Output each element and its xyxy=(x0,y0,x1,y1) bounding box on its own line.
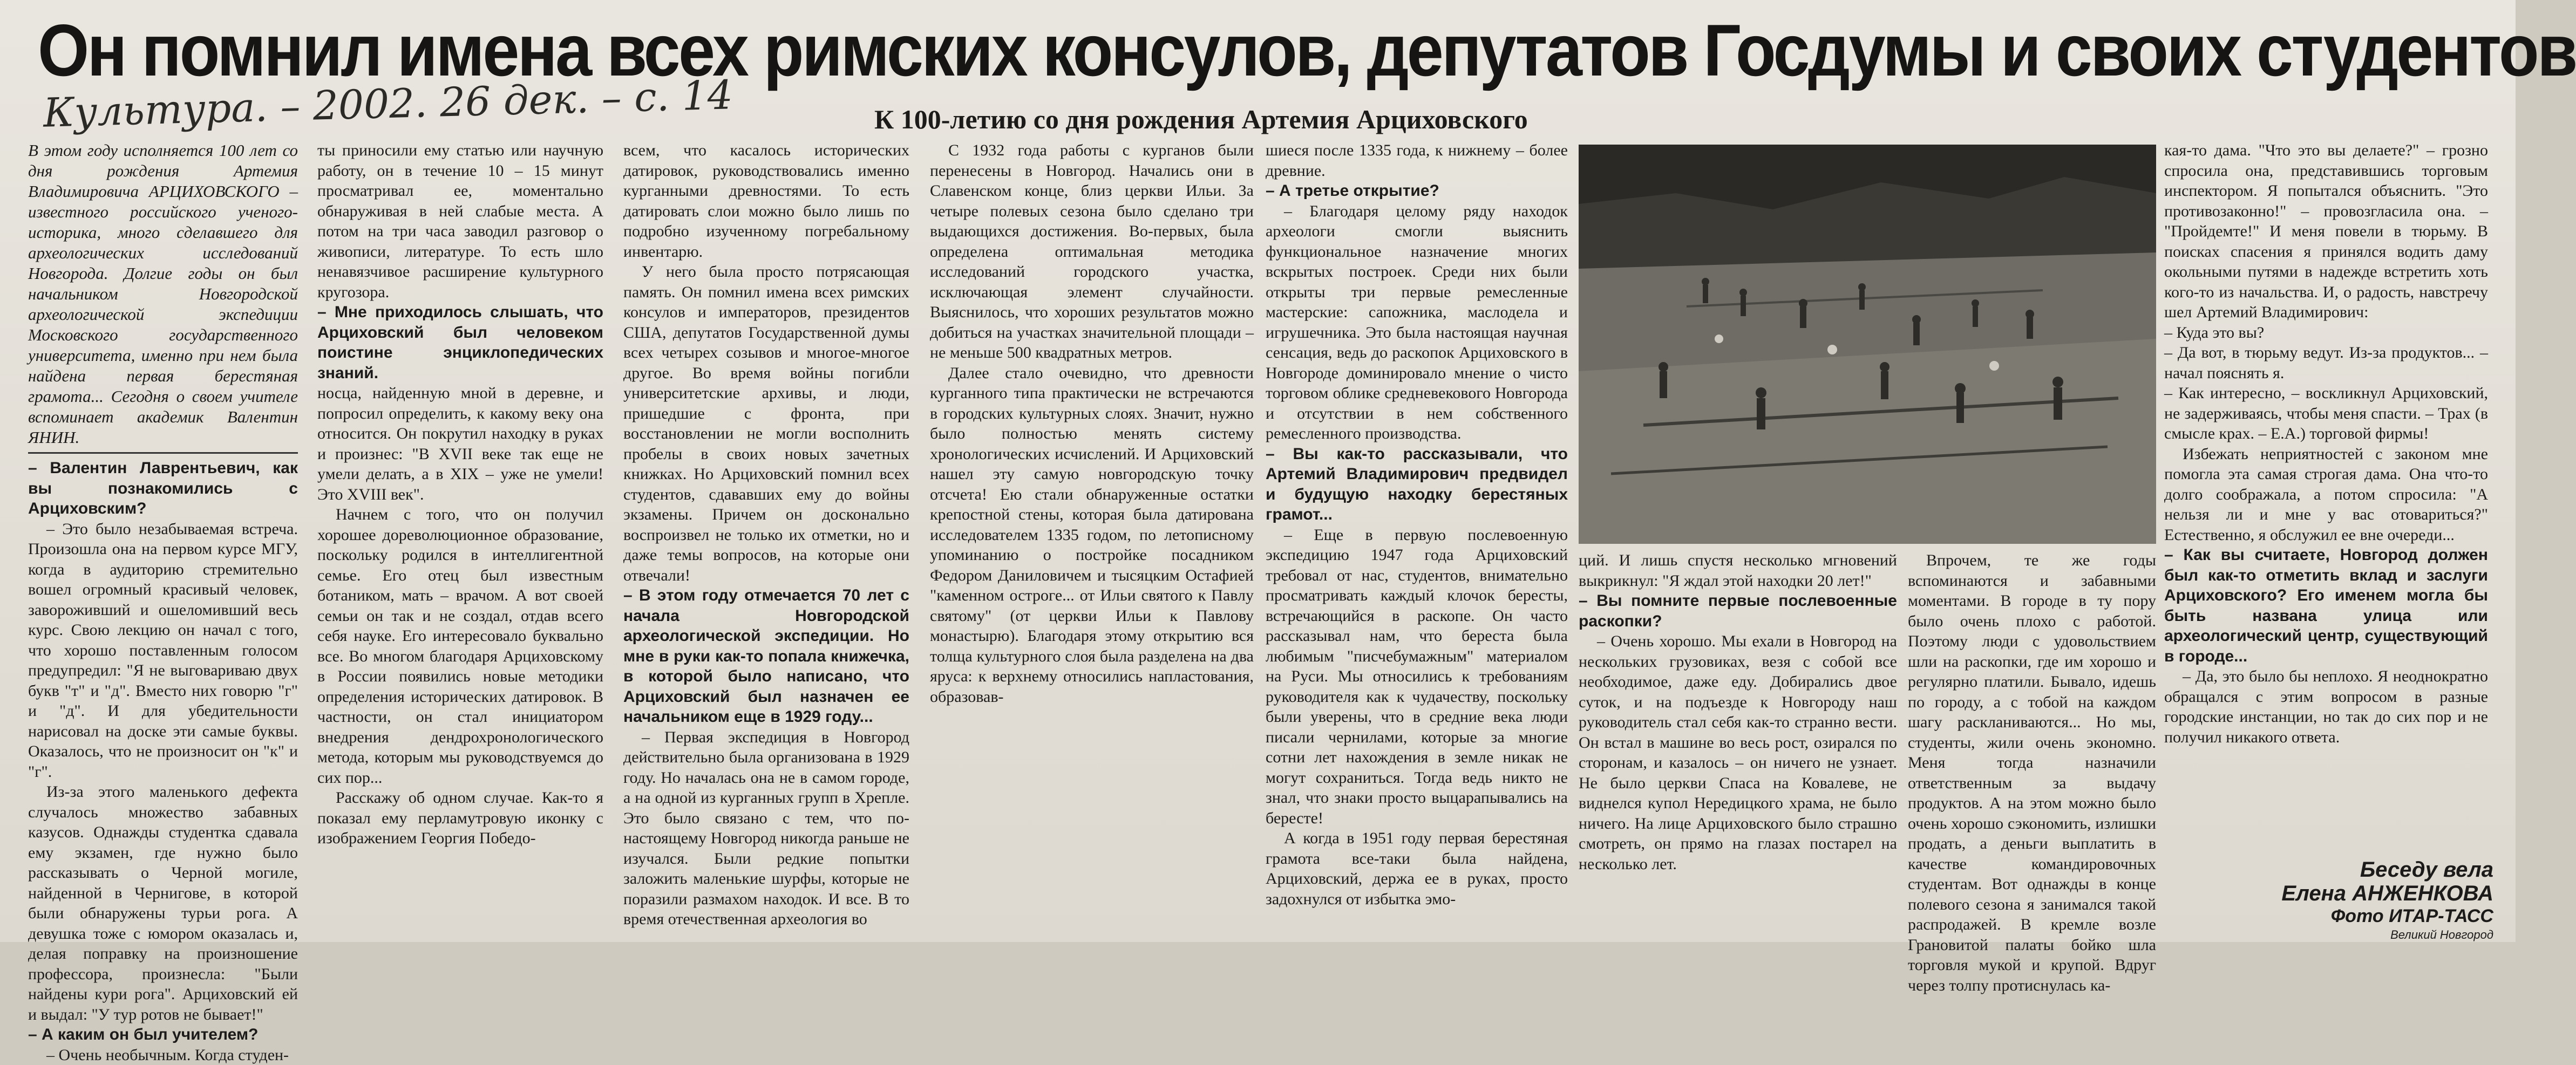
paragraph: ты приносили ему статью или научную работу, он в течение 10 – 15 минут просматривал ее, моментально обнаруживая в ней слабые места. А потом на три часа заводил разговор о живописи, литературе. То есть шло ненавязчивое расширение культурного кругозора. xyxy=(317,140,603,302)
column-3-body xyxy=(623,140,909,930)
paragraph: – Очень необычным. Когда студен- xyxy=(28,1045,298,1065)
paragraph: Из-за этого маленького дефекта случалось множество забавных казусов. Однажды студентка сдавала ему экзамен, где нужно было рассказывать о Черной могиле, найденной в Чернигове, в которой были обнаружены турьи рога. А девушка тоже с юмором оказалась и, делая поправку на произношение профессора, произнесла: "Были найдены кури рога". Арциховский ей и выдал: "У тур ротов не бывает!" xyxy=(28,782,298,1025)
column-2-top xyxy=(317,140,603,383)
paragraph: – Благодаря целому ряду находок археологи смогли выяснить функциональное назначение многих вскрытых построек. Среди них были открыты три первые ремесленные мастерские: сапожника, маслодела и игрушечника. Это была настоящая научная сенсация, ведь до раскопок Арциховского в Новгороде доминировало мнение о чисто торговом облике средневекового Новгорода и отсутствии в нем собственного ремесленного производства. xyxy=(1266,201,1568,444)
photo-credit: Фото ИТАР-ТАСС xyxy=(2256,905,2493,927)
column-4 xyxy=(930,140,1254,933)
column-6-body xyxy=(1579,550,1897,874)
byline-intro: Беседу вела xyxy=(2256,858,2493,882)
interview-question: – Вы помните первые послевоенные раскопки? xyxy=(1579,591,1897,631)
column-4-body xyxy=(930,140,1254,707)
paragraph: – Да вот, в тюрьму ведут. Из-за продуктов... – начал пояснять я. xyxy=(2164,343,2488,383)
paragraph: У него была просто потрясающая память. Он помнил имена всех римских консулов и императоров, президентов США, депутатов Государственной думы всех четырех созывов и многое-многое другое. Во время войны погибли университетские архивы, и люди, пришедшие с фронта, при восстановлении не могли восполнить пробелы в своих новых зачетных книжках. Но Арциховский помнил всех студентов, сдававших ему до войны экзамены. Причем он досконально воспроизвел не только их отметки, но и даже темы вопросов, на которые они отвечали! xyxy=(623,262,909,585)
column-6 xyxy=(1579,550,1897,933)
byline xyxy=(2256,858,2493,943)
paragraph: Расскажу об одном случае. Как-то я показал ему перламутровую иконку с изображением Георгия Победо- xyxy=(317,788,603,849)
column-8 xyxy=(2164,140,2488,933)
byline-author: Елена АНЖЕНКОВА xyxy=(2256,882,2493,905)
paragraph: Впрочем, те же годы вспоминаются и забавными моментами. В городе в ту пору было очень плохо с работой. Поэтому люди с удовольствием шли на раскопки, где им хорошо и регулярно платили. Бывало, идешь по городу, а с тобой на каждом шагу раскланиваются... Но мы, студенты, жили очень экономно. Меня тогда назначили ответственным за выдачу продуктов. А на этом можно было очень хорошо сэкономить, излишки продать, а деньги выплатить в качестве командировочных студентам. Вот однажды в конце полевого сезона я занимался такой распродажей. В кремле возле Грановитой палаты бойко шла торговля мукой и крупой. Вдруг через толпу протиснулась ка- xyxy=(1908,550,2156,995)
paragraph: ций. И лишь спустя несколько мгновений выкрикнул: "Я ждал этой находки 20 лет!" xyxy=(1579,550,1897,591)
column-1 xyxy=(28,140,298,933)
column-8-body xyxy=(2164,140,2488,747)
interview-question: – Валентин Лаврентьевич, как вы познакомились с Арциховским? xyxy=(28,458,298,519)
column-5 xyxy=(1266,140,1568,933)
column-3 xyxy=(623,140,909,933)
dateline-place: Великий Новгород xyxy=(2256,927,2493,943)
paragraph: носца, найденную мной в деревне, и попросил определить, к какому веку она относится. Он покрутил находку в руках и произнес: "В XVII веке так еще не умели делать, а в XIX – уже не умели! Это XVIII век". xyxy=(317,383,603,504)
paragraph: – Первая экспедиция в Новгород действительно была организована в 1929 году. Но началась она не в самом городе, а на одной из курганных групп в Хрепле. Это было связано с тем, что по-настоящему Новгород никогда раньше не изучался. Были редкие попытки заложить маленькие шурфы, которые не поразили размахом находок. И все. В то время отечественная археология во xyxy=(623,727,909,930)
column-5-body xyxy=(1266,140,1568,909)
interview-question: – А каким он был учителем? xyxy=(28,1025,298,1045)
intro-divider xyxy=(28,452,298,454)
paragraph: кая-то дама. "Что это вы делаете?" – грозно спросила она, представившись торговым инспектором. Я попытался объяснить. "Это противозаконно!" – провозгласила она. – "Пройдемте!" И меня повели в тюрьму. В поисках спасения я принялся водить даму окольными путями в надежде встретить хоть кого-то из начальства. И, о радость, навстречу шел Артемий Владимирович: xyxy=(2164,140,2488,323)
interview-question: – В этом году отмечается 70 лет с начала Новгородской археологической экспедиции. Но мне в руки как-то попала книжечка, в которой было написано, что Арциховский был назначен ее начальником еще в 1929 году... xyxy=(623,585,909,727)
paragraph: всем, что касалось исторических датировок, руководствовались именно курганными древностями. То есть датировать слои можно было лишь по подробно изученному погребальному инвентарю. xyxy=(623,140,909,262)
column-2-body xyxy=(317,383,603,849)
handwritten-note: Культура. – 2002. 26 дек. – с. 14 xyxy=(43,72,733,136)
interview-question: – А третье открытие? xyxy=(1266,181,1568,201)
paragraph: – Куда это вы? xyxy=(2164,323,2488,343)
headline: Он помнил имена всех римских консулов, депутатов Госдумы и своих студентов xyxy=(38,10,2233,91)
column-2 xyxy=(317,140,603,933)
column-7 xyxy=(1908,550,2156,933)
paragraph: Далее стало очевидно, что древности курганного типа практически не встречаются в городских культурных слоях. Значит, нужно было полностью менять систему хронологических исчислений. И Арциховский нашел эту самую новгородскую точку отсчета! Ею стали обнаруженные остатки крепостной стены, которая была датирована исследователем 1335 годом, по летописному упоминанию о постройке посадником Федором Даниловичем и тысяцким Остафией "каменном остроге... от Ильи святого к Павлу святому" (от церкви Ильи к Павлову монастырю). Благодаря этому открытию вся толща культурного слоя была разделена на два яруса: к верхнему относились напластования, образовав- xyxy=(930,363,1254,707)
interview-question: – Как вы считаете, Новгород должен был как-то отметить вклад и заслуги Арциховского? Его именем могла бы быть названа улица или археологический центр, существующий в городе... xyxy=(2164,545,2488,666)
paragraph: шиеся после 1335 года, к нижнему – более древние. xyxy=(1266,140,1568,181)
interview-question: – Вы как-то рассказывали, что Артемий Владимирович предвидел и будущую находку берестяных грамот... xyxy=(1266,444,1568,525)
paragraph: С 1932 года работы с курганов были перенесены в Новгород. Начались они в Славенском конце, близ церкви Ильи. За четыре полевых сезона было сделано три выдающихся достижения. Во-первых, была определена оптимальная методика исследований городского участка, исключающая элемент случайности. Выяснилось, что хороших результатов можно добиться на участках значительной площади – не меньше 500 квадратных метров. xyxy=(930,140,1254,363)
paragraph: Начнем с того, что он получил хорошее дореволюционное образование, поскольку родился в интеллигентной семье. Его отец был известным ботаником, мать – врачом. А вот своей семьи он так и не создал, отдав всего себя науке. Его интересовало буквально все. Во многом благодаря Арциховскому в России появились новые методики определения исторических датировок. В частности, он стал инициатором внедрения дендрохронологического метода, которым мы руководствуемся до сих пор... xyxy=(317,504,603,788)
intro-paragraph: В этом году исполняется 100 лет со дня рождения Артемия Владимировича АРЦИХОВСКОГО – известного российского ученого-историка, много сделавшего для археологических исследований Новгорода. Долгие годы он был начальником Новгородской археологической экспедиции Московского государственного университета, именно при нем была найдена первая берестяная грамота... Сегодня о своем учителе вспоминает академик Валентин ЯНИН. xyxy=(28,140,298,448)
paragraph: – Еще в первую послевоенную экспедицию 1947 года Арциховский требовал от нас, студентов, внимательно просматривать каждый клочок бересты, встречающийся в раскопе. Он часто рассказывал нам, что береста была любимым "писчебумажным" материалом на Руси. Мы относились к требованиям руководителя как к чудачеству, поскольку были уверены, что в средние века люди писали чернилами, которые за многие сотни лет нахождения в земле никак не могут сохраниться. Тогда ведь никто не знал, что знаки просто выцарапывались на бересте! xyxy=(1266,525,1568,829)
column-1-body xyxy=(28,458,298,1065)
interview-question: – Мне приходилось слышать, что Арциховский был человеком поистине энциклопедических знаний. xyxy=(317,302,603,383)
paragraph: – Да, это было бы неплохо. Я неоднократно обращался с этим вопросом в разные городские инстанции, но так до сих пор и не получил никакого ответа. xyxy=(2164,666,2488,747)
paragraph: – Это было незабываемая встреча. Произошла она на первом курсе МГУ, когда в аудиторию стремительно вошел огромный красивый человек, завороживший и ошеломивший весь курс. Свою лекцию он начал с того, что хорошо поставленным голосом предупредил: "Я не выговариваю двух букв "т" и "д". Вместо них говорю "г" и "д". И для убедительности нарисовал на доске эти самые буквы. Оказалось, что не произносит он "к" и "г". xyxy=(28,519,298,782)
paragraph: А когда в 1951 году первая берестяная грамота все-таки была найдена, Арциховский, держа ее в руках, просто задохнулся от избытка эмо- xyxy=(1266,828,1568,909)
excavation-photo-image xyxy=(1579,145,2156,544)
column-7-body xyxy=(1908,550,2156,995)
paragraph: Избежать неприятностей с законом мне помогла эта самая строгая дама. Она что-то долго соображала, а потом спросила: "А нельзя ли и мне у вас отовариться?" Естественно, я обслужил ее вне очереди... xyxy=(2164,444,2488,545)
excavation-photo xyxy=(1579,145,2156,544)
paragraph: – Как интересно, – воскликнул Арциховский, не задерживаясь, чтобы меня спасти. – Трах (в смысле крах. – Е.А.) торговой фирмы! xyxy=(2164,383,2488,444)
subtitle: К 100-летию со дня рождения Артемия Арциховского xyxy=(874,104,1528,135)
paragraph: – Очень хорошо. Мы ехали в Новгород на нескольких грузовиках, везя с собой все необходимое, даже еду. Добирались двое суток, и на подъезде к Новгороду наш руководитель стал себя как-то странно вести. Он встал в машине во весь рост, озирался по сторонам, и казалось – он ничего не узнает. Не было церкви Спаса на Ковалеве, не виднелся купол Нередицкого храма, не было ничего. На лице Арциховского было страшно смотреть, он прямо на глазах постарел на несколько лет. xyxy=(1579,631,1897,874)
